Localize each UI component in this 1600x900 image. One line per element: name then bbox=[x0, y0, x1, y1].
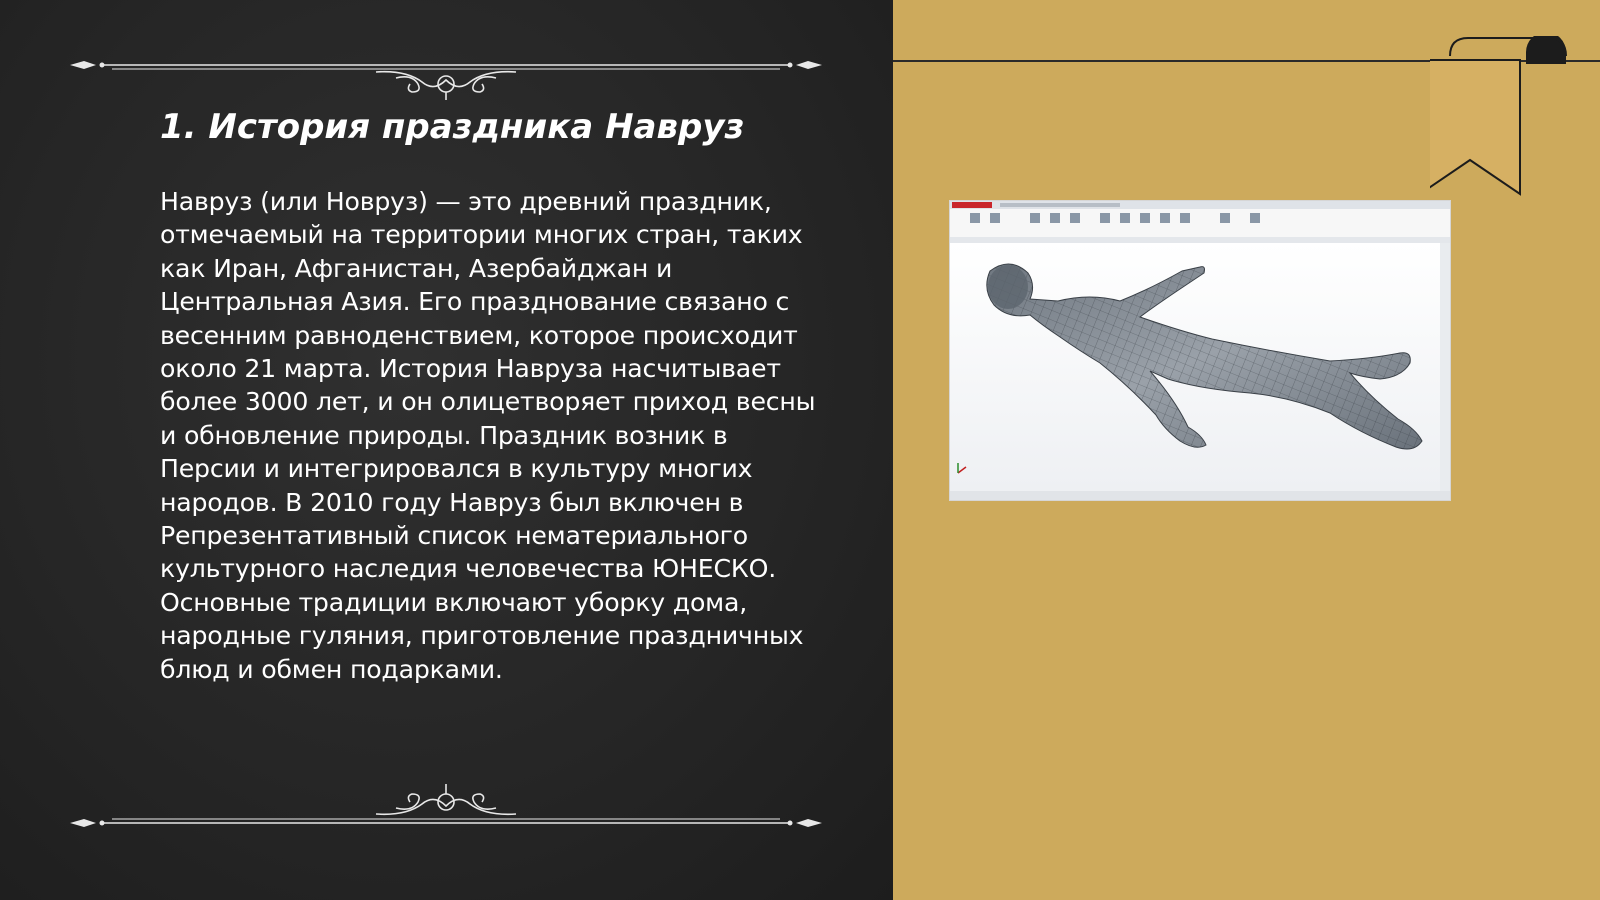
flourish-divider-icon bbox=[66, 40, 826, 100]
body-line: и обновление природы. Праздник возник в bbox=[160, 420, 728, 450]
bookmark-ribbon-icon bbox=[1430, 36, 1600, 198]
body-line: отмечаемый на территории многих стран, таких bbox=[160, 220, 803, 250]
slide-body-text bbox=[160, 185, 860, 686]
body-line: народов. В 2010 году Навруз был включен в bbox=[160, 487, 744, 517]
slide-title: 1. История праздника Навруз bbox=[160, 107, 745, 147]
body-line: более 3000 лет, и он олицетворяет приход весны bbox=[160, 387, 816, 417]
body-line: как Иран, Афганистан, Азербайджан и bbox=[160, 253, 673, 283]
body-line: Основные традиции включают уборку дома, bbox=[160, 587, 748, 617]
cad-human-mesh-screenshot bbox=[949, 200, 1451, 501]
body-line: весенним равноденствием, которое происходит bbox=[160, 320, 798, 350]
body-line: Центральная Азия. Его празднование связано с bbox=[160, 287, 790, 317]
cad-screenshot-graphic bbox=[950, 201, 1451, 501]
body-line: блюд и обмен подарками. bbox=[160, 654, 503, 684]
body-line: Репрезентативный список нематериального bbox=[160, 521, 748, 551]
body-line: Персии и интегрировался в культуру многих bbox=[160, 454, 753, 484]
body-line: Навруз (или Новруз) — это древний праздник, bbox=[160, 187, 772, 216]
body-line: культурного наследия человечества ЮНЕСКО. bbox=[160, 554, 777, 584]
body-line: народные гуляния, приготовление праздничных bbox=[160, 621, 804, 651]
flourish-divider-icon bbox=[66, 772, 826, 832]
body-line: около 21 марта. История Навруза насчитывает bbox=[160, 354, 781, 384]
